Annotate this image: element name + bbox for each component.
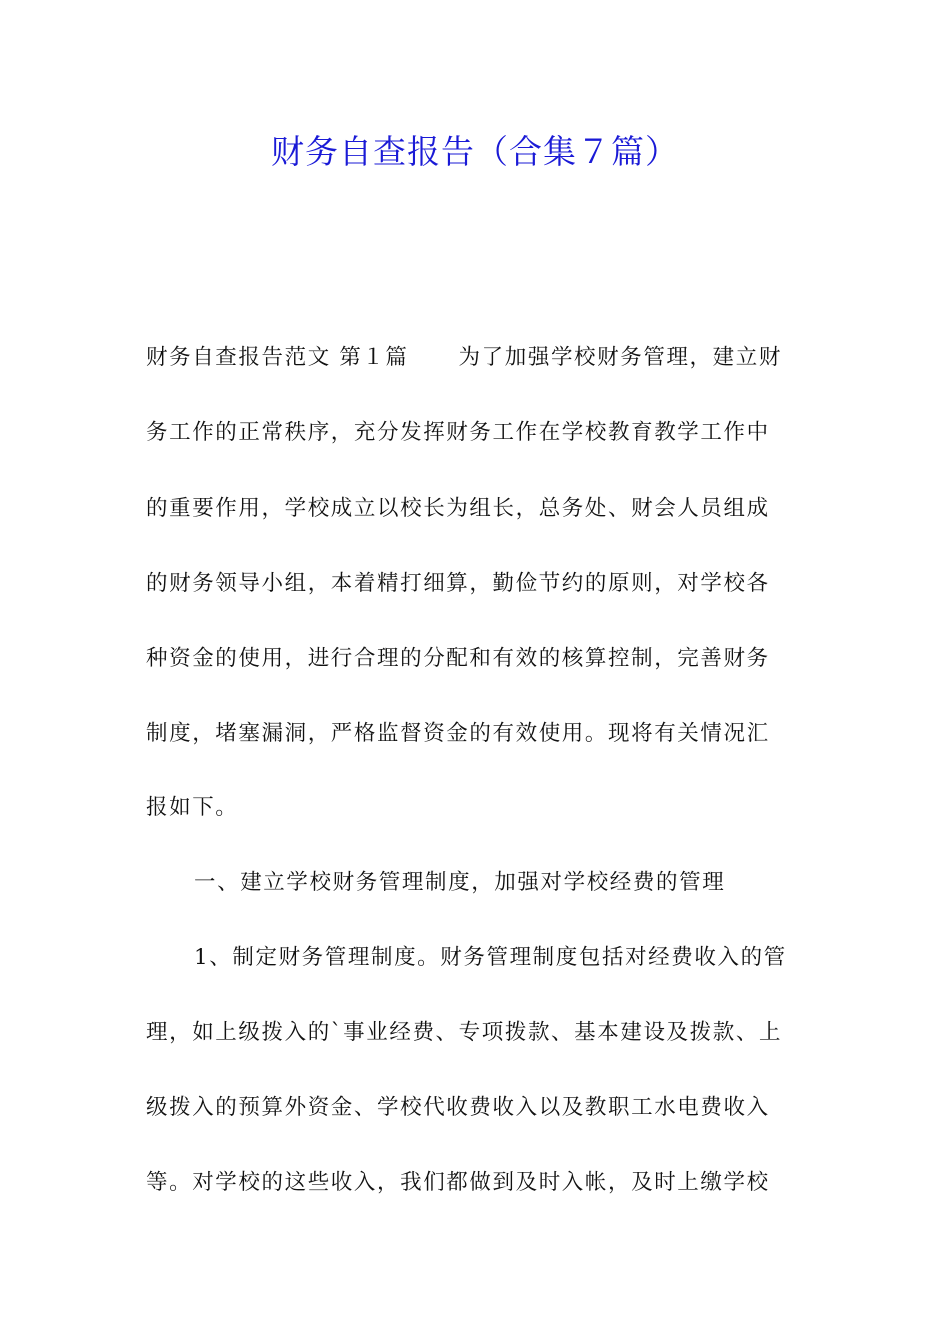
- paragraph-text: 为了加强学校财务管理，建立财: [458, 345, 782, 370]
- document-title: 财务自查报告（合集７篇）: [271, 132, 679, 171]
- paragraph-line-6: 制度，堵塞漏洞，严格监督资金的有效使用。现将有关情况汇: [146, 721, 770, 746]
- paragraph-line-2: 务工作的正常秩序，充分发挥财务工作在学校教育教学工作中: [146, 420, 770, 445]
- paragraph-line-11: 级拨入的预算外资金、学校代收费收入以及教职工水电费收入: [146, 1095, 770, 1120]
- section-heading-inline: 财务自查报告范文 第１篇: [146, 345, 409, 370]
- paragraph-line-4: 的财务领导小组，本着精打细算，勤俭节约的原则，对学校各: [146, 571, 770, 596]
- paragraph-line-5: 种资金的使用，进行合理的分配和有效的核算控制，完善财务: [146, 646, 770, 671]
- paragraph-line-10: 理，如上级拨入的`事业经费、专项拨款、基本建设及拨款、上: [146, 1020, 783, 1045]
- paragraph-line-12: 等。对学校的这些收入，我们都做到及时入帐，及时上缴学校: [146, 1170, 770, 1195]
- paragraph-line-7: 报如下。: [146, 795, 239, 820]
- paragraph-line-1: [146, 343, 782, 373]
- paragraph-line-9: 1、制定财务管理制度。财务管理制度包括对经费收入的管: [194, 945, 787, 970]
- section-heading: 一、建立学校财务管理制度，加强对学校经费的管理: [194, 870, 726, 895]
- paragraph-line-3: 的重要作用，学校成立以校长为组长，总务处、财会人员组成: [146, 496, 770, 521]
